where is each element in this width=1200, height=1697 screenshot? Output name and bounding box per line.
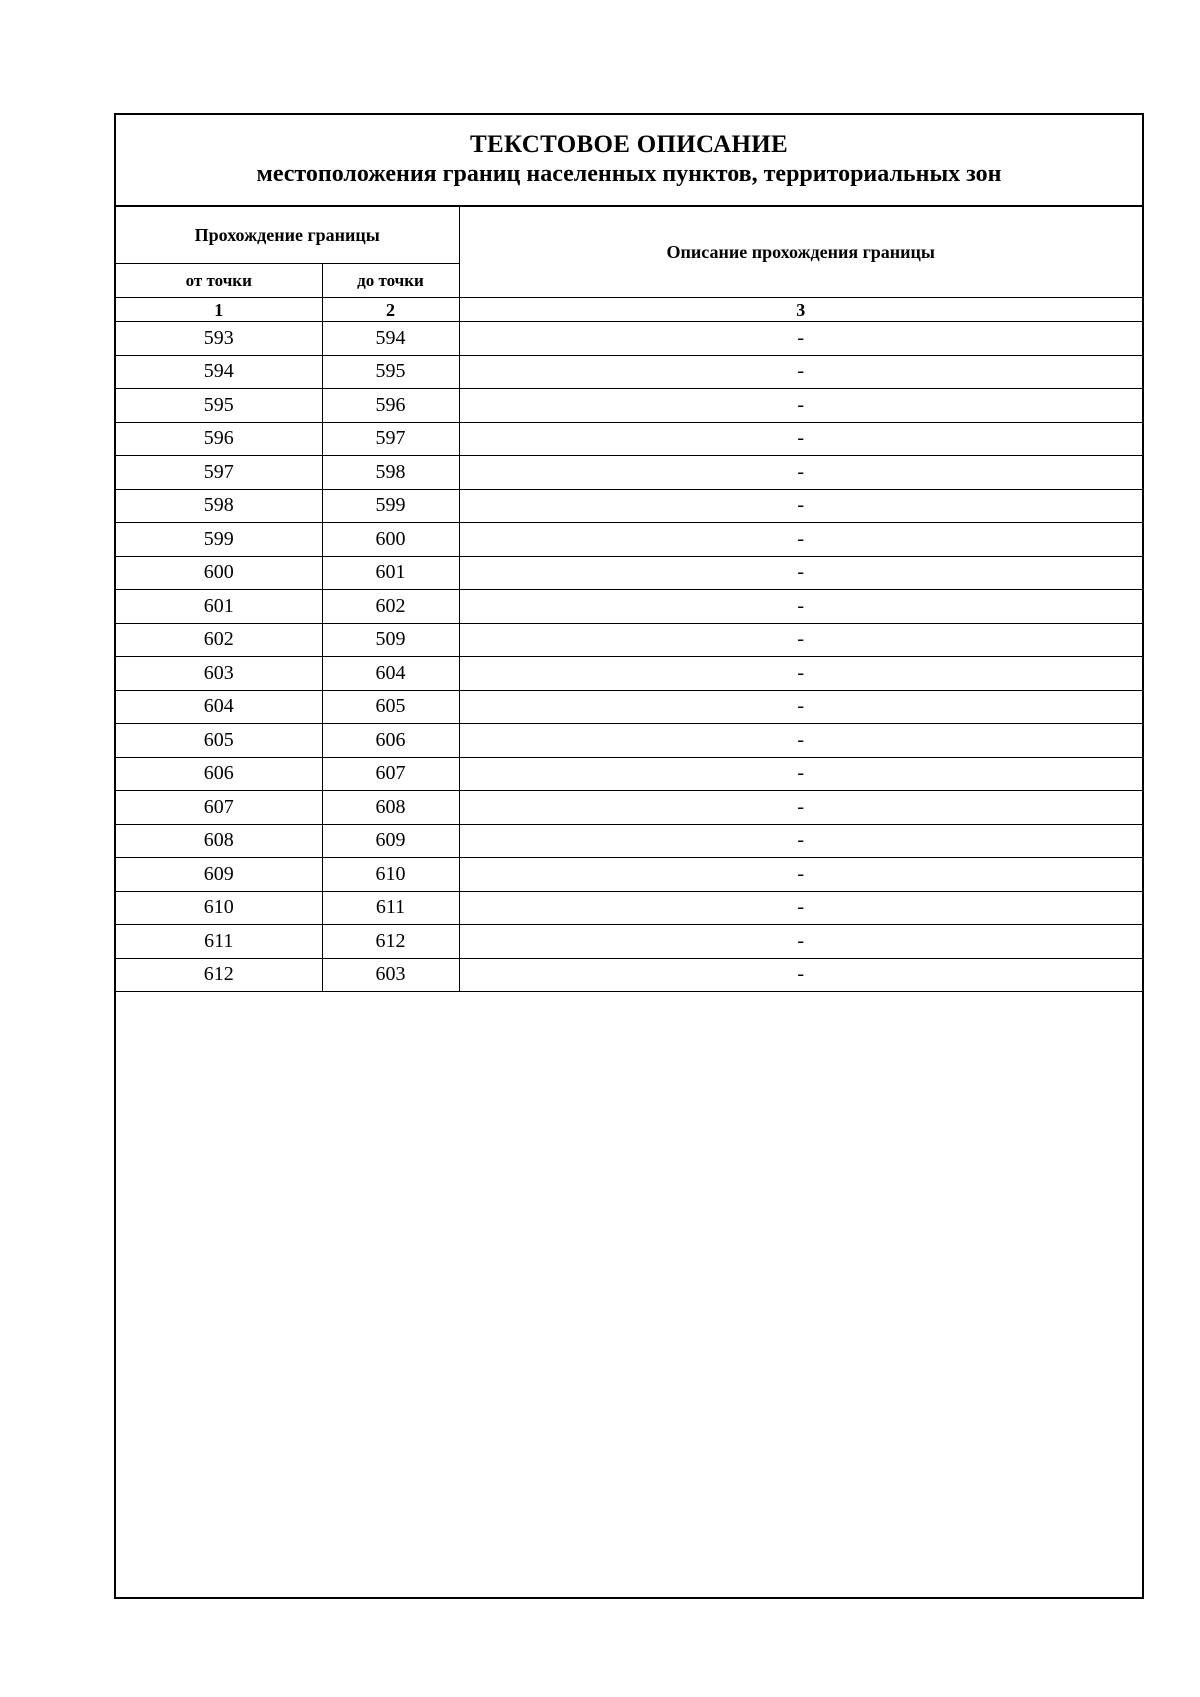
cell-to: 509 bbox=[322, 623, 459, 657]
table-row bbox=[116, 623, 1142, 657]
cell-from: 610 bbox=[116, 891, 322, 925]
cell-from: 603 bbox=[116, 657, 322, 691]
table-row bbox=[116, 724, 1142, 758]
cell-from: 594 bbox=[116, 355, 322, 389]
cell-from: 598 bbox=[116, 489, 322, 523]
cell-to: 600 bbox=[322, 523, 459, 557]
table-row bbox=[116, 355, 1142, 389]
cell-desc: - bbox=[459, 590, 1142, 624]
cell-to: 601 bbox=[322, 556, 459, 590]
table-row bbox=[116, 389, 1142, 423]
cell-to: 611 bbox=[322, 891, 459, 925]
table-row bbox=[116, 590, 1142, 624]
column-number-3: 3 bbox=[459, 298, 1142, 322]
column-number-1: 1 bbox=[116, 298, 322, 322]
cell-desc: - bbox=[459, 623, 1142, 657]
cell-to: 596 bbox=[322, 389, 459, 423]
cell-desc: - bbox=[459, 389, 1142, 423]
cell-desc: - bbox=[459, 757, 1142, 791]
cell-to: 604 bbox=[322, 657, 459, 691]
cell-desc: - bbox=[459, 523, 1142, 557]
title-block bbox=[116, 115, 1142, 207]
cell-to: 606 bbox=[322, 724, 459, 758]
cell-desc: - bbox=[459, 456, 1142, 490]
document-title: ТЕКСТОВОЕ ОПИСАНИЕ bbox=[470, 131, 788, 158]
cell-desc: - bbox=[459, 925, 1142, 959]
cell-to: 607 bbox=[322, 757, 459, 791]
cell-desc: - bbox=[459, 858, 1142, 892]
table-row bbox=[116, 925, 1142, 959]
table-row bbox=[116, 523, 1142, 557]
cell-from: 607 bbox=[116, 791, 322, 825]
document-frame bbox=[114, 113, 1144, 1599]
document-subtitle: местоположения границ населенных пунктов, территориальных зон bbox=[256, 161, 1002, 187]
cell-desc: - bbox=[459, 422, 1142, 456]
cell-desc: - bbox=[459, 690, 1142, 724]
cell-desc: - bbox=[459, 657, 1142, 691]
cell-to: 605 bbox=[322, 690, 459, 724]
table-row bbox=[116, 556, 1142, 590]
table-row bbox=[116, 422, 1142, 456]
cell-to: 599 bbox=[322, 489, 459, 523]
header-boundary-passage: Прохождение границы bbox=[116, 207, 459, 264]
cell-desc: - bbox=[459, 322, 1142, 356]
table-row bbox=[116, 489, 1142, 523]
cell-to: 612 bbox=[322, 925, 459, 959]
cell-to: 603 bbox=[322, 958, 459, 992]
table-row bbox=[116, 456, 1142, 490]
table-row bbox=[116, 690, 1142, 724]
table-row bbox=[116, 322, 1142, 356]
cell-from: 604 bbox=[116, 690, 322, 724]
cell-from: 596 bbox=[116, 422, 322, 456]
cell-from: 595 bbox=[116, 389, 322, 423]
cell-desc: - bbox=[459, 958, 1142, 992]
table-row bbox=[116, 824, 1142, 858]
cell-to: 598 bbox=[322, 456, 459, 490]
cell-from: 602 bbox=[116, 623, 322, 657]
cell-to: 608 bbox=[322, 791, 459, 825]
table-row bbox=[116, 958, 1142, 992]
cell-from: 609 bbox=[116, 858, 322, 892]
cell-to: 602 bbox=[322, 590, 459, 624]
cell-desc: - bbox=[459, 891, 1142, 925]
column-number-2: 2 bbox=[322, 298, 459, 322]
table-row bbox=[116, 891, 1142, 925]
cell-to: 610 bbox=[322, 858, 459, 892]
table-row bbox=[116, 657, 1142, 691]
header-to-point: до точки bbox=[322, 264, 459, 298]
cell-from: 611 bbox=[116, 925, 322, 959]
table-row bbox=[116, 858, 1142, 892]
cell-to: 595 bbox=[322, 355, 459, 389]
cell-to: 597 bbox=[322, 422, 459, 456]
table-body bbox=[116, 322, 1142, 992]
cell-desc: - bbox=[459, 556, 1142, 590]
cell-from: 600 bbox=[116, 556, 322, 590]
cell-desc: - bbox=[459, 824, 1142, 858]
cell-from: 612 bbox=[116, 958, 322, 992]
cell-to: 594 bbox=[322, 322, 459, 356]
boundary-table bbox=[116, 207, 1142, 992]
cell-to: 609 bbox=[322, 824, 459, 858]
header-description: Описание прохождения границы bbox=[459, 207, 1142, 298]
cell-desc: - bbox=[459, 791, 1142, 825]
cell-from: 597 bbox=[116, 456, 322, 490]
cell-desc: - bbox=[459, 489, 1142, 523]
table-row bbox=[116, 757, 1142, 791]
cell-desc: - bbox=[459, 355, 1142, 389]
header-from-point: от точки bbox=[116, 264, 322, 298]
cell-from: 599 bbox=[116, 523, 322, 557]
cell-from: 606 bbox=[116, 757, 322, 791]
cell-from: 601 bbox=[116, 590, 322, 624]
cell-desc: - bbox=[459, 724, 1142, 758]
cell-from: 608 bbox=[116, 824, 322, 858]
cell-from: 605 bbox=[116, 724, 322, 758]
table-row bbox=[116, 791, 1142, 825]
cell-from: 593 bbox=[116, 322, 322, 356]
